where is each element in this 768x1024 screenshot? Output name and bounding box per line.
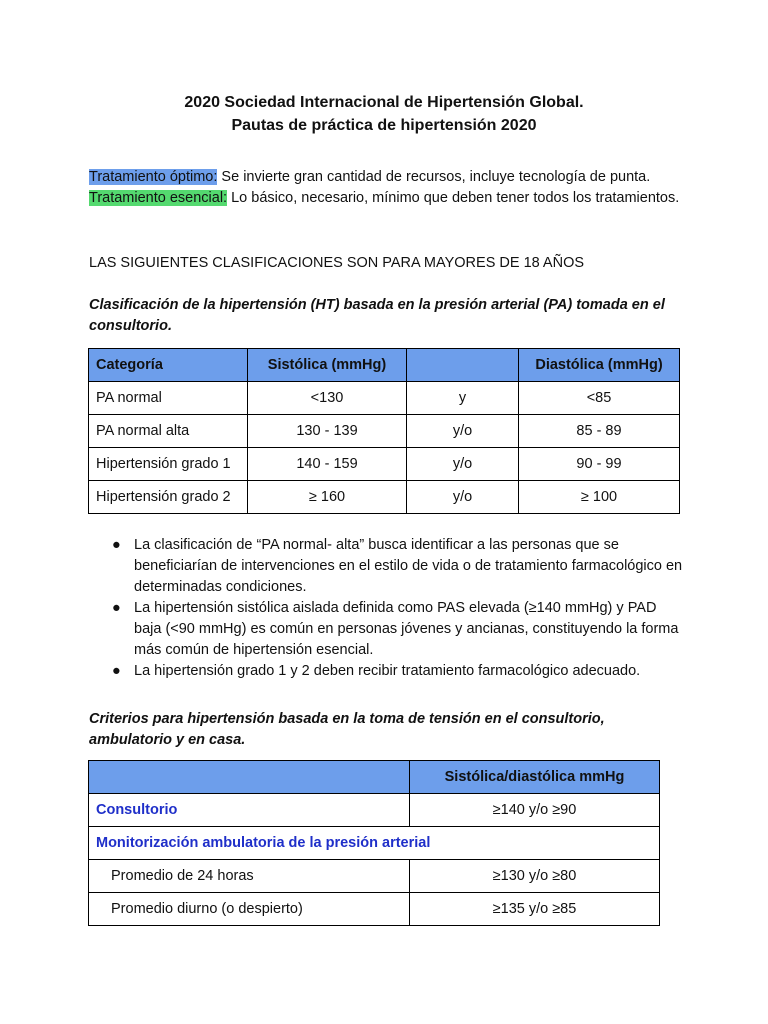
table-row — [89, 415, 680, 448]
table-row — [89, 382, 680, 415]
table-row-consultorio — [89, 794, 660, 827]
header-sistolica-diastolica: Sistólica/diastólica mmHg — [410, 761, 660, 794]
cell-systolic: <130 — [248, 382, 407, 415]
cell-label: Promedio diurno (o despierto) — [89, 893, 410, 926]
cell-consultorio-value: ≥140 y/o ≥90 — [410, 794, 660, 827]
bullet-icon: ● — [112, 537, 121, 553]
table-row — [89, 860, 660, 893]
list-item — [104, 598, 684, 661]
bullet-text: La hipertensión sistólica aislada definida como PAS elevada (≥140 mmHg) y PAD baja (<90 mmHg) es común en personas jóvenes y ancianas, constituyendo la forma más común de hipertensión esencial. — [134, 600, 679, 658]
cell-diastolic: 90 - 99 — [519, 448, 680, 481]
header-diastolica: Diastólica (mmHg) — [519, 349, 680, 382]
list-item — [104, 535, 684, 598]
header-categoria: Categoría — [89, 349, 248, 382]
table-row — [89, 481, 680, 514]
optimo-text: Se invierte gran cantidad de recursos, incluye tecnología de punta. — [217, 169, 651, 185]
classification-table — [88, 348, 680, 514]
header-empty — [89, 761, 410, 794]
bullet-text: La clasificación de “PA normal- alta” busca identificar a las personas que se beneficiarían de intervenciones en el estilo de vida o de tratamiento farmacológico en determinadas condiciones. — [134, 537, 683, 595]
page-title — [0, 91, 768, 137]
section1-heading: Clasificación de la hipertensión (HT) basada en la presión arterial (PA) tomada en el consultorio. — [89, 297, 665, 334]
table-row — [89, 448, 680, 481]
cell-connector: y/o — [407, 415, 519, 448]
cell-category: Hipertensión grado 1 — [89, 448, 248, 481]
cell-systolic: 140 - 159 — [248, 448, 407, 481]
section2-heading: Criterios para hipertensión basada en la toma de tensión en el consultorio, ambulatorio y en casa. — [89, 711, 605, 748]
table-header-row — [89, 349, 680, 382]
optimo-line — [89, 167, 689, 188]
bullet-icon: ● — [112, 663, 121, 679]
list-item — [104, 661, 684, 682]
title-line-2: Pautas de práctica de hipertensión 2020 — [231, 117, 537, 134]
cell-category: PA normal — [89, 382, 248, 415]
cell-value: ≥135 y/o ≥85 — [410, 893, 660, 926]
esencial-line — [89, 188, 689, 209]
table-row-ambulatoria — [89, 827, 660, 860]
bullet-icon: ● — [112, 600, 121, 616]
cell-consultorio-label: Consultorio — [89, 794, 410, 827]
cell-systolic: ≥ 160 — [248, 481, 407, 514]
esencial-label: Tratamiento esencial: — [89, 190, 228, 206]
header-sistolica: Sistólica (mmHg) — [248, 349, 407, 382]
cell-connector: y — [407, 382, 519, 415]
title-line-1: 2020 Sociedad Internacional de Hipertensión Global. — [184, 94, 584, 111]
table-row — [89, 893, 660, 926]
cell-label: Promedio de 24 horas — [89, 860, 410, 893]
esencial-text: Lo básico, necesario, mínimo que deben tener todos los tratamientos. — [227, 190, 680, 206]
age-note: LAS SIGUIENTES CLASIFICACIONES SON PARA MAYORES DE 18 AÑOS — [89, 255, 585, 271]
header-connector — [407, 349, 519, 382]
cell-diastolic: ≥ 100 — [519, 481, 680, 514]
intro-paragraph — [89, 167, 689, 209]
cell-connector: y/o — [407, 448, 519, 481]
criteria-table — [88, 760, 660, 926]
cell-diastolic: <85 — [519, 382, 680, 415]
notes-bullet-list — [104, 535, 684, 682]
cell-category: PA normal alta — [89, 415, 248, 448]
optimo-label: Tratamiento óptimo: — [89, 169, 218, 185]
cell-ambulatoria-label: Monitorización ambulatoria de la presión arterial — [89, 827, 660, 860]
cell-diastolic: 85 - 89 — [519, 415, 680, 448]
cell-connector: y/o — [407, 481, 519, 514]
cell-systolic: 130 - 139 — [248, 415, 407, 448]
cell-value: ≥130 y/o ≥80 — [410, 860, 660, 893]
cell-category: Hipertensión grado 2 — [89, 481, 248, 514]
bullet-text: La hipertensión grado 1 y 2 deben recibir tratamiento farmacológico adecuado. — [134, 663, 641, 679]
table-header-row — [89, 761, 660, 794]
